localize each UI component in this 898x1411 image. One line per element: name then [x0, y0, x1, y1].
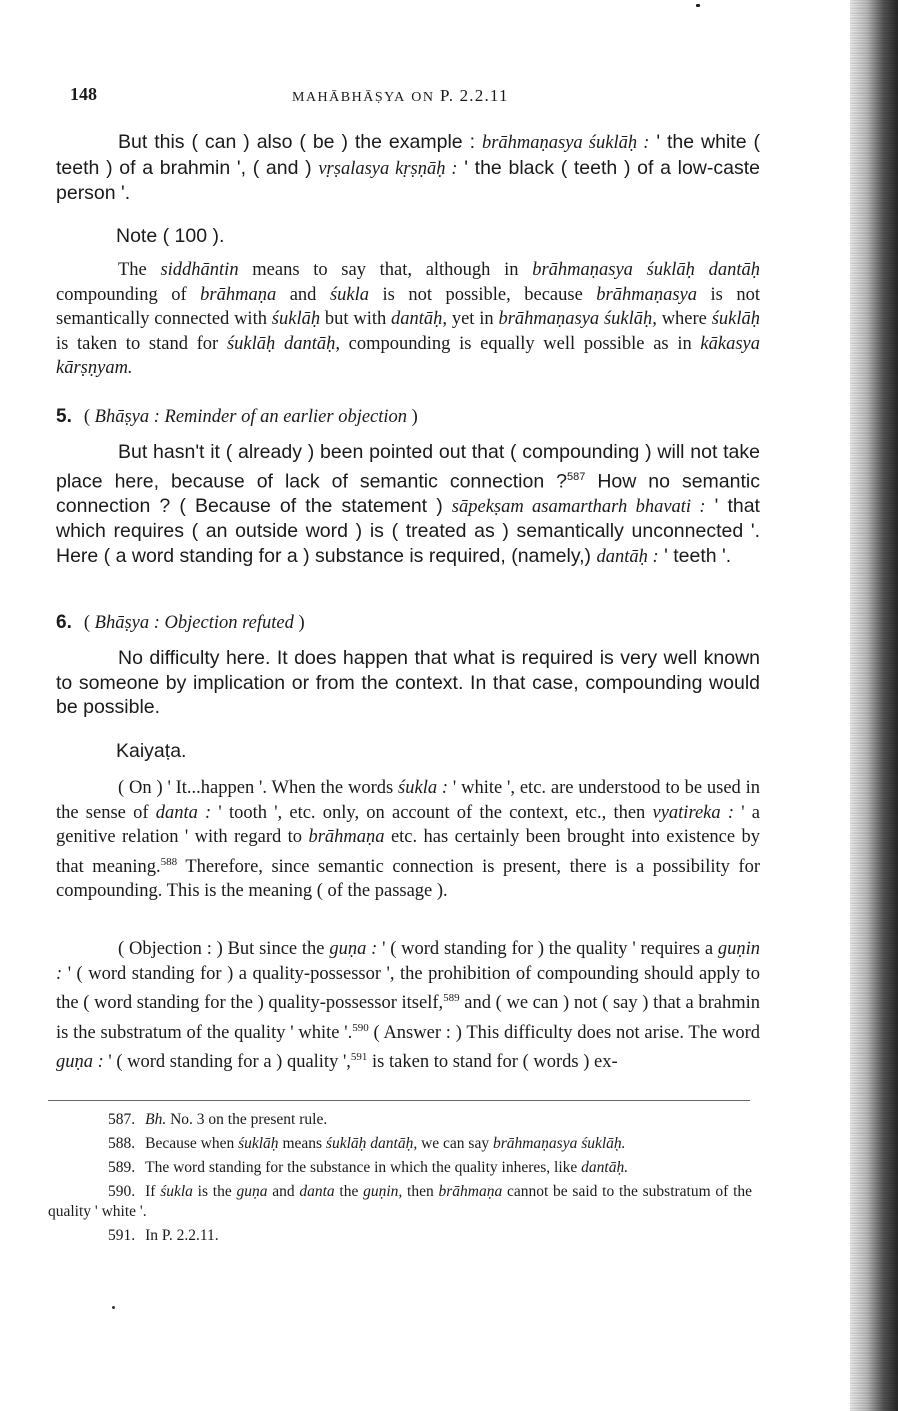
running-title: MAHĀBHĀṢYA ON P. 2.2.11 [292, 86, 509, 105]
footnote-587: 587. Bh. No. 3 on the present rule. [108, 1111, 328, 1128]
section-6-heading: 6. ( Bhāṣya : Objection refuted ) [56, 612, 305, 633]
section-5-heading: 5. ( Bhāṣya : Reminder of an earlier objection ) [56, 406, 418, 427]
footnote-divider [48, 1100, 750, 1101]
note-label: Note ( 100 ). [116, 225, 225, 247]
kaiyata-label: Kaiyaṭa. [116, 740, 187, 762]
section-5-paragraph: But hasn't it ( already ) been pointed out that ( compounding ) will not take place here, because of lack of semantic connection ?$^{587}$ How no semantic connection ? ( Because of the statement ) sāpekṣam asamartharh bhavati : ' that which requires ( an outside word ) is ( treated as ) semantically unconnected '. Here ( a word standing for a ) substance is required, (namely,) dantāḥ : ' teeth '. [56, 441, 760, 567]
footnote-588: 588. Because when śuklāḥ means śuklāḥ dantāḥ, we can say brāhmaṇasya śuklāḥ. [108, 1135, 626, 1152]
footnote-589: 589. The word standing for the substance in which the quality inheres, like dantāḥ. [108, 1159, 629, 1176]
page-header [70, 84, 760, 110]
section-6-paragraph: No difficulty here. It does happen that what is required is very well known to someone by implication or from the context. In that case, compounding would be possible. [56, 647, 760, 718]
page-number: 148 [70, 84, 97, 104]
footnotes [48, 1110, 752, 1250]
translation-paragraph-1: But this ( can ) also ( be ) the example : brāhmaṇasya śuklāḥ : ' the white ( teeth ) of a brahmin ', ( and ) vṛṣalasya kṛṣṇāḥ : ' the black ( teeth ) of a low-caste person '. [56, 131, 760, 204]
note-paragraph: The siddhāntin means to say that, although in brāhmaṇasya śuklāḥ dantāḥ compounding of brāhmaṇa and śukla is not possible, because brāhmaṇasya is not semantically connected with śuklāḥ but with dantāḥ, yet in brāhmaṇasya śuklāḥ, where śuklāḥ is taken to stand for śuklāḥ dantāḥ, compounding is equally well possible as in kākasya kārṣṇyam. [56, 260, 761, 378]
kaiyata-paragraph-2: ( Objection : ) But since the guṇa : ' ( word standing for ) the quality ' requires a guṇin : ' ( word standing for ) a quality-possessor ', the prohibition of compounding should apply to the ( word standing for the ) quality-possessor itself,$^{589}$ and ( we can ) not ( say ) that a brahmin is the substratum of the quality ' white '.$^{590}$ ( Answer : ) This difficulty does not arise. The word guṇa : ' ( word standing for a ) quality ',$^{591}$ is taken to stand for ( words ) ex- [56, 939, 761, 1073]
scan-speck [696, 4, 700, 7]
kaiyata-paragraph-1: ( On ) ' It...happen '. When the words śukla : ' white ', etc. are understood to be used in the sense of danta : ' tooth ', etc. only, on account of the context, etc., then vyatireka : ' a genitive relation ' with regard to brāhmaṇa etc. has certainly been brought into existence by that meaning.$^{588}$ Therefore, since semantic connection is present, there is a possibility for compounding. This is the meaning ( of the passage ). [56, 778, 761, 902]
scan-speck-bottom [112, 1306, 115, 1309]
book-binding-edge [850, 0, 898, 1411]
footnote-590: 590. If śukla is the guṇa and danta the guṇin, then brāhmaṇa cannot be said to the substratum of the quality ' white '. [48, 1183, 753, 1220]
footnote-591: 591. In P. 2.2.11. [108, 1227, 219, 1244]
